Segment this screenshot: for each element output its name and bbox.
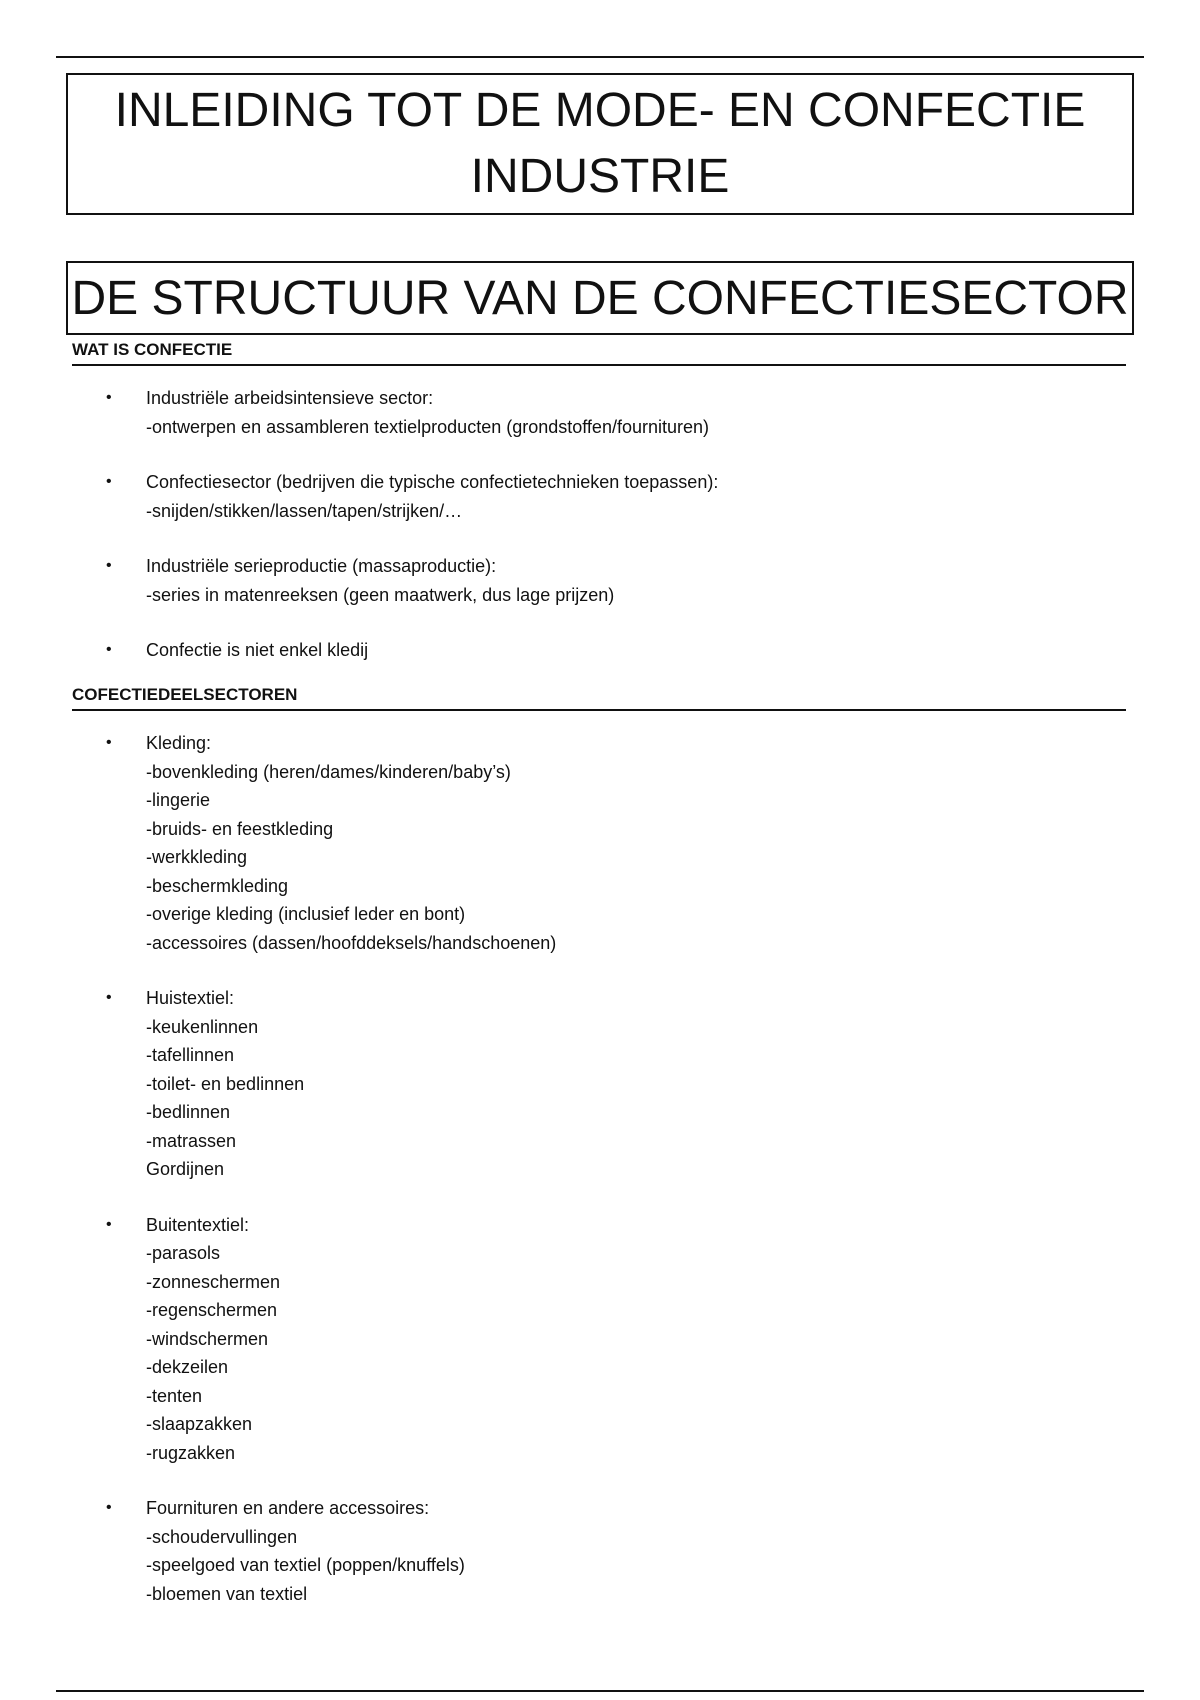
bullet-icon: • (106, 641, 112, 658)
list-item-line: -overige kleding (inclusief leder en bont) (146, 904, 466, 924)
section-heading-cofectiedeelsectoren: COFECTIEDEELSECTOREN (72, 685, 1126, 711)
list-item-line: -slaapzakken (146, 1414, 253, 1434)
list-item (106, 984, 556, 1184)
list-item (106, 1211, 556, 1468)
list-item (106, 384, 718, 441)
list-item (106, 468, 718, 525)
list-item-line: -matrassen (146, 1130, 237, 1151)
list-item-line: -lingerie (146, 790, 211, 810)
document-title-line-2: INDUSTRIE (470, 150, 730, 203)
list-item-line: -accessoires (dassen/hoofddeksels/handschoenen) (146, 932, 557, 953)
list-item-line: -tafellinnen (146, 1045, 235, 1065)
list-gap (106, 525, 718, 552)
list-item-line: -zonneschermen (146, 1271, 281, 1292)
list-item-line: -bovenkleding (heren/dames/kinderen/baby’s) (146, 761, 511, 782)
list-item (106, 1494, 556, 1608)
list-item-line: Fournituren en andere accessoires: (146, 1498, 430, 1518)
list-item-line: -snijden/stikken/lassen/tapen/strijken/… (146, 500, 463, 521)
document-subtitle: DE STRUCTUUR VAN DE CONFECTIESECTOR (71, 271, 1129, 325)
list-item-line: -ontwerpen en assambleren textielproducten (grondstoffen/fournituren) (146, 416, 710, 437)
list-gap (106, 1467, 556, 1494)
list-gap (106, 441, 718, 468)
bullet-icon: • (106, 734, 112, 751)
bullet-icon: • (106, 1215, 112, 1233)
list-item-line: Confectiesector (bedrijven die typische confectietechnieken toepassen): (146, 472, 719, 492)
list-item-line: -regenschermen (146, 1300, 278, 1320)
document-subtitle-box (66, 261, 1134, 335)
list-item-line: -werkkleding (146, 847, 248, 867)
list-item (106, 729, 556, 957)
list-item-line: -keukenlinnen (146, 1016, 259, 1037)
section-list-wat-is-confectie (106, 384, 718, 665)
document-title-line-1: INLEIDING TOT DE MODE- EN CONFECTIE (114, 84, 1086, 137)
section-list-cofectiedeelsectoren (106, 729, 556, 1608)
list-item-line: Kleding: (146, 733, 212, 753)
list-item-line: Industriële arbeidsintensieve sector: (146, 388, 434, 408)
bullet-icon: • (106, 1499, 112, 1516)
list-item-line: Huistextiel: (146, 988, 235, 1008)
list-item-line: Buitentextiel: (146, 1214, 250, 1235)
list-item-line: -rugzakken (146, 1442, 236, 1463)
list-item-line: -bruids- en feestkleding (146, 818, 334, 839)
list-item-line: -beschermkleding (146, 875, 289, 896)
document-title-box (66, 73, 1134, 215)
bullet-icon: • (106, 389, 112, 406)
section-heading-wat-is-confectie: WAT IS CONFECTIE (72, 340, 1126, 366)
bullet-icon: • (106, 473, 112, 490)
list-item-line: -parasols (146, 1243, 221, 1263)
list-item-line: -schoudervullingen (146, 1526, 298, 1547)
list-item-line: -bloemen van textiel (146, 1583, 308, 1604)
list-item-line: Industriële serieproductie (massaproductie): (146, 556, 497, 576)
list-item-line: -tenten (146, 1385, 203, 1406)
list-item-line: -toilet- en bedlinnen (146, 1073, 305, 1094)
list-item-line: Confectie is niet enkel kledij (146, 640, 369, 660)
bullet-icon: • (106, 989, 112, 1006)
list-item-line: -series in matenreeksen (geen maatwerk, dus lage prijzen) (146, 584, 615, 605)
list-gap (106, 609, 718, 636)
list-item-line: Gordijnen (146, 1159, 225, 1179)
top-rule (56, 56, 1144, 58)
list-item-line: -windschermen (146, 1328, 269, 1349)
list-item (106, 552, 718, 609)
list-item-line: -bedlinnen (146, 1102, 231, 1122)
list-gap (106, 1184, 556, 1211)
bullet-icon: • (106, 557, 112, 574)
list-item-line: -dekzeilen (146, 1357, 229, 1377)
bottom-rule (56, 1690, 1144, 1692)
list-item (106, 636, 718, 665)
list-item-line: -speelgoed van textiel (poppen/knuffels) (146, 1555, 465, 1575)
list-gap (106, 957, 556, 984)
